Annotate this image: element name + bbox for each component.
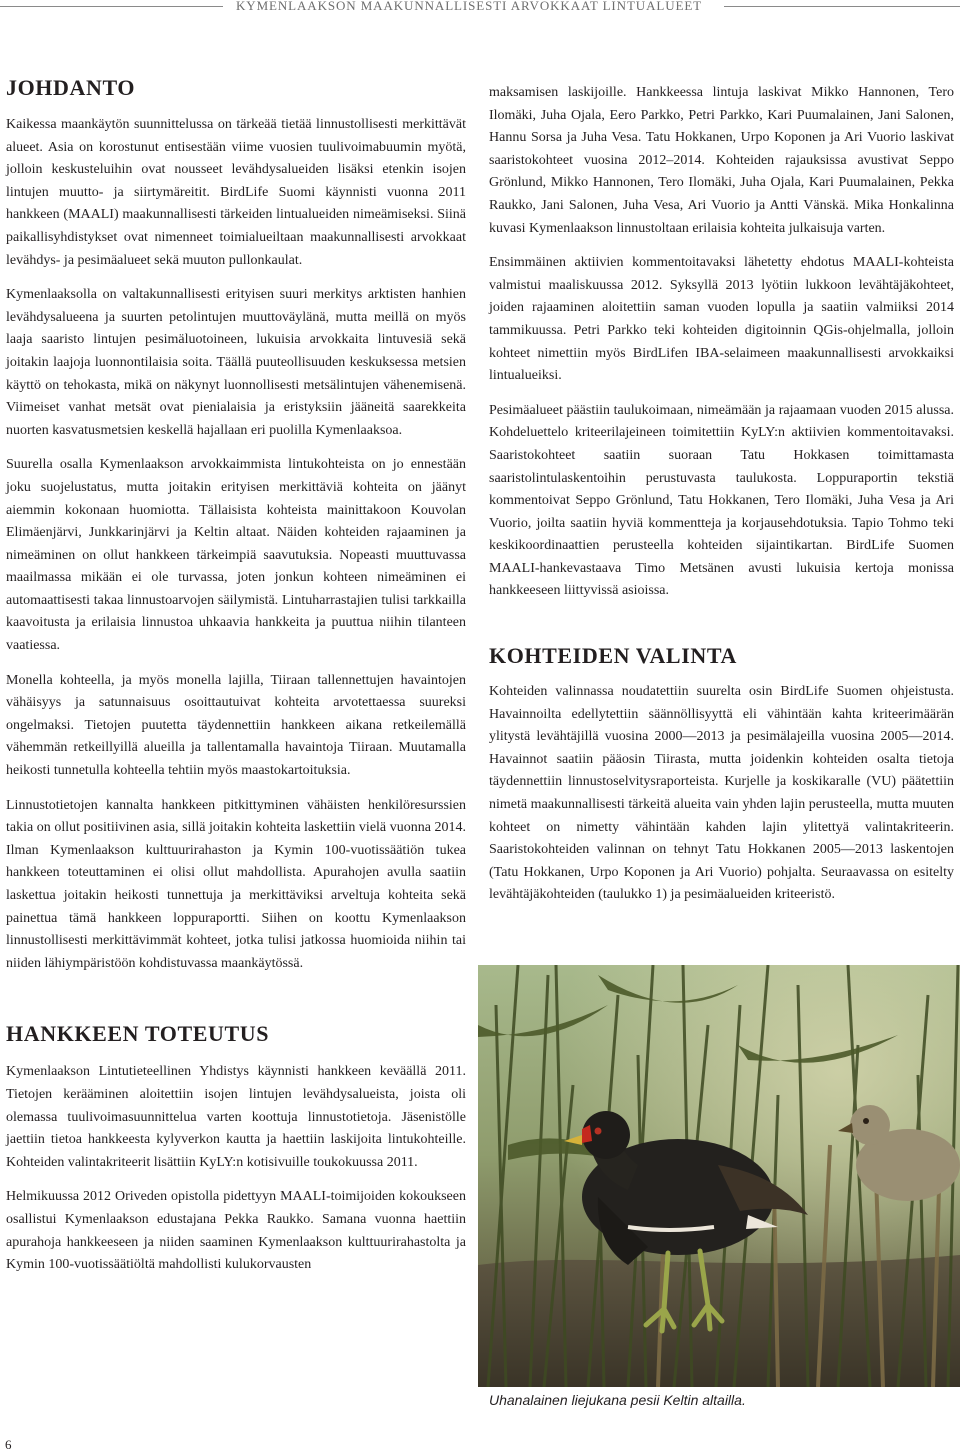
left-column [6,73,466,1277]
moorhen-photo [478,965,960,1387]
johdanto-paragraph-4: Monella kohteella, ja myös monella lajilla, Tiiraan tallennettujen havaintojen vähäisyys ja satunnaisuus osoittautuivat kohteita arvotettaessa suureksi ongelmaksi. Tietojen puutetta täydennettiin hankkeen aikana retkeilemällä vähemmän retkeillyillä alueilla ja tallentamalla havaintoja Tiiraan. Muutamalla heikosti tunnetulla kohteella tehtiin myös maastokartoituksia. [6,672,466,779]
running-header [0,0,960,16]
toteutus-paragraph-1: Kymenlaakson Lintutieteellinen Yhdistys käynnisti hankkeen keväällä 2011. Tietojen kerääminen aloitettiin isojen lintujen levähdysalueista, joista oli olemassa tuulivoimasuunnittelua varten koottuja linnustotietoja. Jäsenistölle jaettiin tietoa hankkeesta kylyverkon kautta ja haettiin laskijoita lintukohteille. Kohteiden valintakriteerit lisättiin KyLY:n kotisivuille toukokuussa 2011. [6,1064,466,1170]
valinta-paragraph-1: Kohteiden valinnassa noudatettiin suurelta osin BirdLife Suomen ohjeistusta. Havainnoilta edellytettiin säännöllisyyttä eli vähintään kahta kriteerimäärän ylitystä levähtäjillä vuosina 2000—2013 ja pesimälajeilla vuosina 2005—2014. Havainnot saatiin pääosin Tiirasta, mutta joidenkin kohteiden osalta tietoja täydennettiin linnustoselvitysraporteista. Kurjelle ja koskikaralle (VU) päätettiin nimetä maakunnallisesti tärkeitä alueita vain yhden lajin perusteella, mutta muuten kohteet on nimetty vähintään kahden lajin ylitettyä valintakriteerin. Saaristokohteiden valinnan on tehnyt Tatu Hokkanen 2005—2013 laskentojen (Tatu Hokkanen, Urpo Koponen ja Ari Vuorio) pohjalta. Seuraavassa on esitelty levähtäjäkohteiden (taulukko 1) ja pesimäalueiden kriteeristö. [489,684,954,903]
johdanto-paragraph-5: Linnustotietojen kannalta hankkeen pitkittyminen vähäisten henkilöresurssien takia on ollut positiivinen asia, sillä joitakin kohteita laskettiin vielä vuonna 2014. Ilman Kymenlaakson kulttuurirahaston ja Kymin 100-vuotissäätiön tukea hankkeen toteuttaminen ei olisi ollut mahdollista. Apurahojen avulla saatiin laskettua joitakin heikosti tunnettuja ja merkittäviksi arveltuja kohteita sekä painettua tämä hankkeen loppuraportti. Siihen on koottu Kymenlaakson linnustollisesti merkittävimmät kohteet, jotka tulisi jatkossa huomioida niihin tai niiden lähiympäristöön kohdistuvassa maankäytössä. [6,797,466,971]
heading-kohteiden-valinta: KOHTEIDEN VALINTA [489,643,737,669]
johdanto-paragraph-3: Suurella osalla Kymenlaakson arvokkaimmista lintukohteista on jo ennestään joku suojelustatus, mutta joitakin erityisen merkittäviä kohteita on jäänyt aiemmin kokonaan huomiotta. Tällaisista kohteista mainittakoon Kouvolan Elimäenjärvi, Junkkarinjärvi ja Keltin altaat. Näiden kohteiden rajaaminen ja nimeäminen on ollut hankkeen tärkeimpiä saavutuksia. Nopeasti muuttuvassa maailmassa mikään ei ole turvassa, joten jonkun kohteen nimeäminen ei automaattisesti takaa linnustoarvojen säilymistä. Lintuharrastajien tulisi tarkkailla kaavoitusta ja erilaisia linnustoa uhkaavia hankkeita ja puuttua niihin tilanteen vaatiessa. [6,457,466,654]
johdanto-paragraph-2: Kymenlaaksolla on valtakunnallisesti erityisen suuri merkitys arktisten hanhien levähdysalueena ja suurten petolintujen muuttoväylänä, mutta meillä on myös laaja saaristo lintujen pesimäluotoineen, lukuisia arvokkaita lintuvesiä sekä joitakin laajoja luonnontilaisia soita. Täällä puuteollisuuden keskuksessa metsien käyttö on tehokasta, mikä on näkynyt luonnollisesti metsälintujen vähenemisenä. Viimeiset vanhat metsät ovat pienialaisia ja eristyksiin jääneitä saarekkeita nuorten kasvatusmetsien keskellä hajallaan eri puolilla Kymenlaaksoa. [6,287,466,438]
right-column [489,82,954,907]
header-rule-right [724,6,960,7]
heading-johdanto: JOHDANTO [6,75,136,100]
toteutus-paragraph-2: Helmikuussa 2012 Oriveden opistolla pidettyyn MAALI-toimijoiden kokoukseen osallistui Kymenlaakson edustajana Pekka Raukko. Samana vuonna haettiin apurahoja hankkeeseen ja niiden saaminen Kymenlaakson kulttuurirahastolta ja Kymin 100-vuotissäätiöltä mahdollisti kulukorvausten [6,1189,466,1273]
header-rule-left [0,6,223,7]
heading-hankkeen-toteutus: HANKKEEN TOTEUTUS [6,1021,270,1047]
toteutus-continuation-2: Ensimmäinen aktiivien kommentoitavaksi lähetetty ehdotus MAALI-kohteista valmistui maaliskuussa 2012. Syksyllä 2013 lyötiin lukkoon levähtäjäkohteet, joiden rajaaminen aloitettiin saman vuoden lopulla ja saatiin valmiiksi 2014 tammikuussa. Petri Parkko teki kohteiden digitoinnin QGis-ohjelmalla, jolloin kohteet nimettiin myös BirdLifen IBA-selaimeen maakunnallisesti arvokkaiksi lintualueiksi. [489,255,954,384]
toteutus-continuation-3: Pesimäalueet päästiin taulukoimaan, nimeämään ja rajaamaan vuoden 2015 alussa. Kohdeluettelo kriteerilajeineen toimitettiin KyLY:n aktiivien kommentoitavaksi. Saaristokohteet saatiin suoraan Tatu Hokkasen toimittamasta saaristolintulaskentoihin perustuvasta taulukosta. Loppuraportin tekstiä kommentoivat Seppo Grönlund, Tatu Hokkanen, Tero Ilomäki, Juha Vesa ja Ari Vuorio, joilta saatiin hyviä kommentteja ja korjausehdotuksia. Tapio Tohmo teki keskikoordinaattien perusteella kohteiden sijaintikartan. BirdLife Suomen MAALI-hankevastaava Timo Metsänen avusti lukuisia kertoja monissa hankkeeseen liittyvissä asioissa. [489,402,954,599]
johdanto-paragraph-1: Kaikessa maankäytön suunnittelussa on tärkeää tietää linnustollisesti merkittävät alueet. Asia on korostunut entisestään viime vuosien tuulivoimabuumin myötä, jolloin keskusteluihin ovat nousseet levähdysalueiden lisäksi etenkin isojen lintujen muutto- ja siirtymäreitit. BirdLife Suomi käynnisti vuonna 2011 hankkeen (MAALI) maakunnallisesti tärkeiden lintualueiden nimeämiseksi. Siinä paikallisyhdistykset ovat nimenneet toimialueiltaan maakunnallisesti arvokkaat levähdys- ja pesimäalueet sekä muuton pullonkaulat. [6,117,466,268]
toteutus-continuation-1: maksamisen laskijoille. Hankkeessa lintuja laskivat Mikko Hannonen, Tero Ilomäki, Juha Ojala, Eero Parkko, Petri Parkko, Kari Puumalainen, Jani Salonen, Hannu Sorsa ja Juha Vesa. Tatu Hokkanen, Urpo Koponen ja Ari Vuorio laskivat saaristokohteet vuosina 2012–2014. Kohteiden rajauksissa avustivat Seppo Grönlund, Mikko Hannonen, Tero Ilomäki, Juha Ojala, Kari Puumalainen, Pekka Raukko, Jani Salonen, Juha Vesa, Ari Vuorio ja Antti Vänskä. Mika Honkalinna kuvasi Kymenlaakson linnustoltaan erilaisia kohteita julkaisuja varten. [489,85,954,236]
photo-caption: Uhanalainen liejukana pesii Keltin altailla. [489,1392,746,1408]
running-title: KYMENLAAKSON MAAKUNNALLISESTI ARVOKKAAT LINTUALUEET [236,0,703,13]
page-number: 6 [5,1437,12,1452]
